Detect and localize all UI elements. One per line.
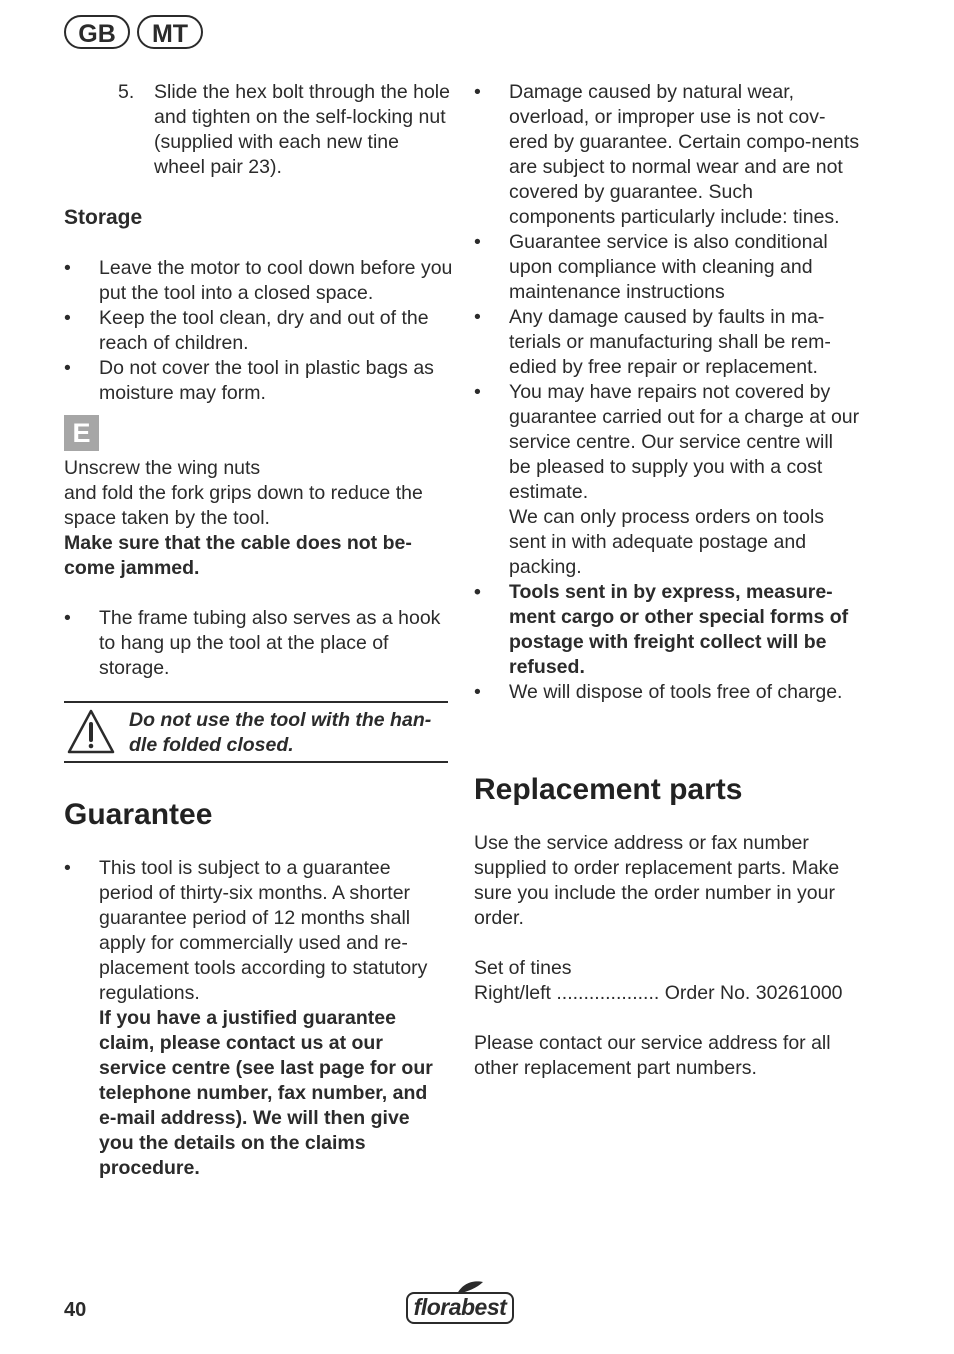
list-item: • Damage caused by natural wear, overload, or improper use is not cov-ered by guarantee. Certain compo-nents are subject to normal wear and are not covered by guarantee. Such components particularly include: tines. bbox=[474, 80, 860, 230]
language-badge-gb: GB bbox=[64, 15, 130, 49]
brand-logo: florabest bbox=[406, 1292, 514, 1324]
figure-label-e: E bbox=[64, 415, 99, 451]
guarantee-heading: Guarantee bbox=[64, 798, 213, 831]
figure-e-text bbox=[64, 456, 448, 681]
leader-dots: ................... bbox=[556, 982, 660, 1004]
page-number: 40 bbox=[64, 1299, 87, 1321]
list-item bbox=[474, 380, 860, 580]
item-label: Right/left bbox=[474, 982, 551, 1004]
set-label: Set of tines bbox=[474, 957, 572, 979]
list-item: • The frame tubing also serves as a hook to hang up the tool at the place of storage. bbox=[64, 606, 448, 681]
figure-e-line2: and fold the fork grips down to reduce the space taken by the tool. bbox=[64, 482, 423, 529]
figure-e-bold: Make sure that the cable does not be-come jammed. bbox=[64, 532, 412, 579]
replacement-body bbox=[474, 831, 864, 1081]
list-item: • Any damage caused by faults in ma-terials or manufacturing shall be rem-edied by free repair or replacement. bbox=[474, 305, 860, 380]
list-item: • Guarantee service is also conditional upon compliance with cleaning and maintenance instructions bbox=[474, 230, 860, 305]
guarantee-text: • This tool is subject to a guarantee period of thirty-six months. A shorter guarantee period of 12 months shall apply for commercially used and re-placement tools according to statutory regulations. bbox=[99, 857, 428, 1004]
guarantee-list-continued bbox=[474, 80, 860, 705]
order-number: Order No. 30261000 bbox=[664, 982, 843, 1004]
repair-text-2: We can only process orders on tools sent in with adequate postage and packing. bbox=[509, 506, 825, 578]
language-badge-mt: MT bbox=[137, 15, 203, 49]
warning-box bbox=[64, 701, 448, 763]
list-item: • We will dispose of tools free of charge. bbox=[474, 680, 860, 705]
list-item: • Leave the motor to cool down before you put the tool into a closed space. bbox=[64, 256, 454, 306]
order-line bbox=[474, 981, 864, 1006]
storage-heading: Storage bbox=[64, 206, 143, 229]
figure-e-line1: Unscrew the wing nuts bbox=[64, 457, 261, 479]
replacement-heading: Replacement parts bbox=[474, 773, 743, 806]
list-item: • Tools sent in by express, measure-ment cargo or other special forms of postage with freight collect will be refused. bbox=[474, 580, 860, 680]
list-item: • Keep the tool clean, dry and out of the reach of children. bbox=[64, 306, 454, 356]
warning-icon bbox=[66, 708, 116, 756]
replacement-intro: Use the service address or fax number supplied to order replacement parts. Make sure you include the order number in your order. bbox=[474, 832, 840, 929]
replacement-outro: Please contact our service address for all other replacement part numbers. bbox=[474, 1032, 831, 1079]
warning-text: Do not use the tool with the han-dle folded closed. bbox=[129, 709, 432, 756]
storage-list bbox=[64, 256, 454, 406]
list-item: • Do not cover the tool in plastic bags as moisture may form. bbox=[64, 356, 454, 406]
step-number: 5. bbox=[118, 81, 135, 103]
list-item bbox=[64, 856, 448, 1181]
repair-text: • You may have repairs not covered by guarantee carried out for a charge at our service centre. Our service centre will be pleased to supply you with a cost estimate. bbox=[509, 381, 860, 503]
step-text: Slide the hex bolt through the hole and tighten on the self-locking nut (supplied with each new tine wheel pair 23). bbox=[154, 81, 450, 178]
guarantee-bold: If you have a justified guarantee claim, please contact us at our service centre (see last page for our telephone number, fax number, and e-mail address). We will then give you the details on the claims procedure. bbox=[99, 1007, 433, 1179]
guarantee-list bbox=[64, 856, 448, 1181]
